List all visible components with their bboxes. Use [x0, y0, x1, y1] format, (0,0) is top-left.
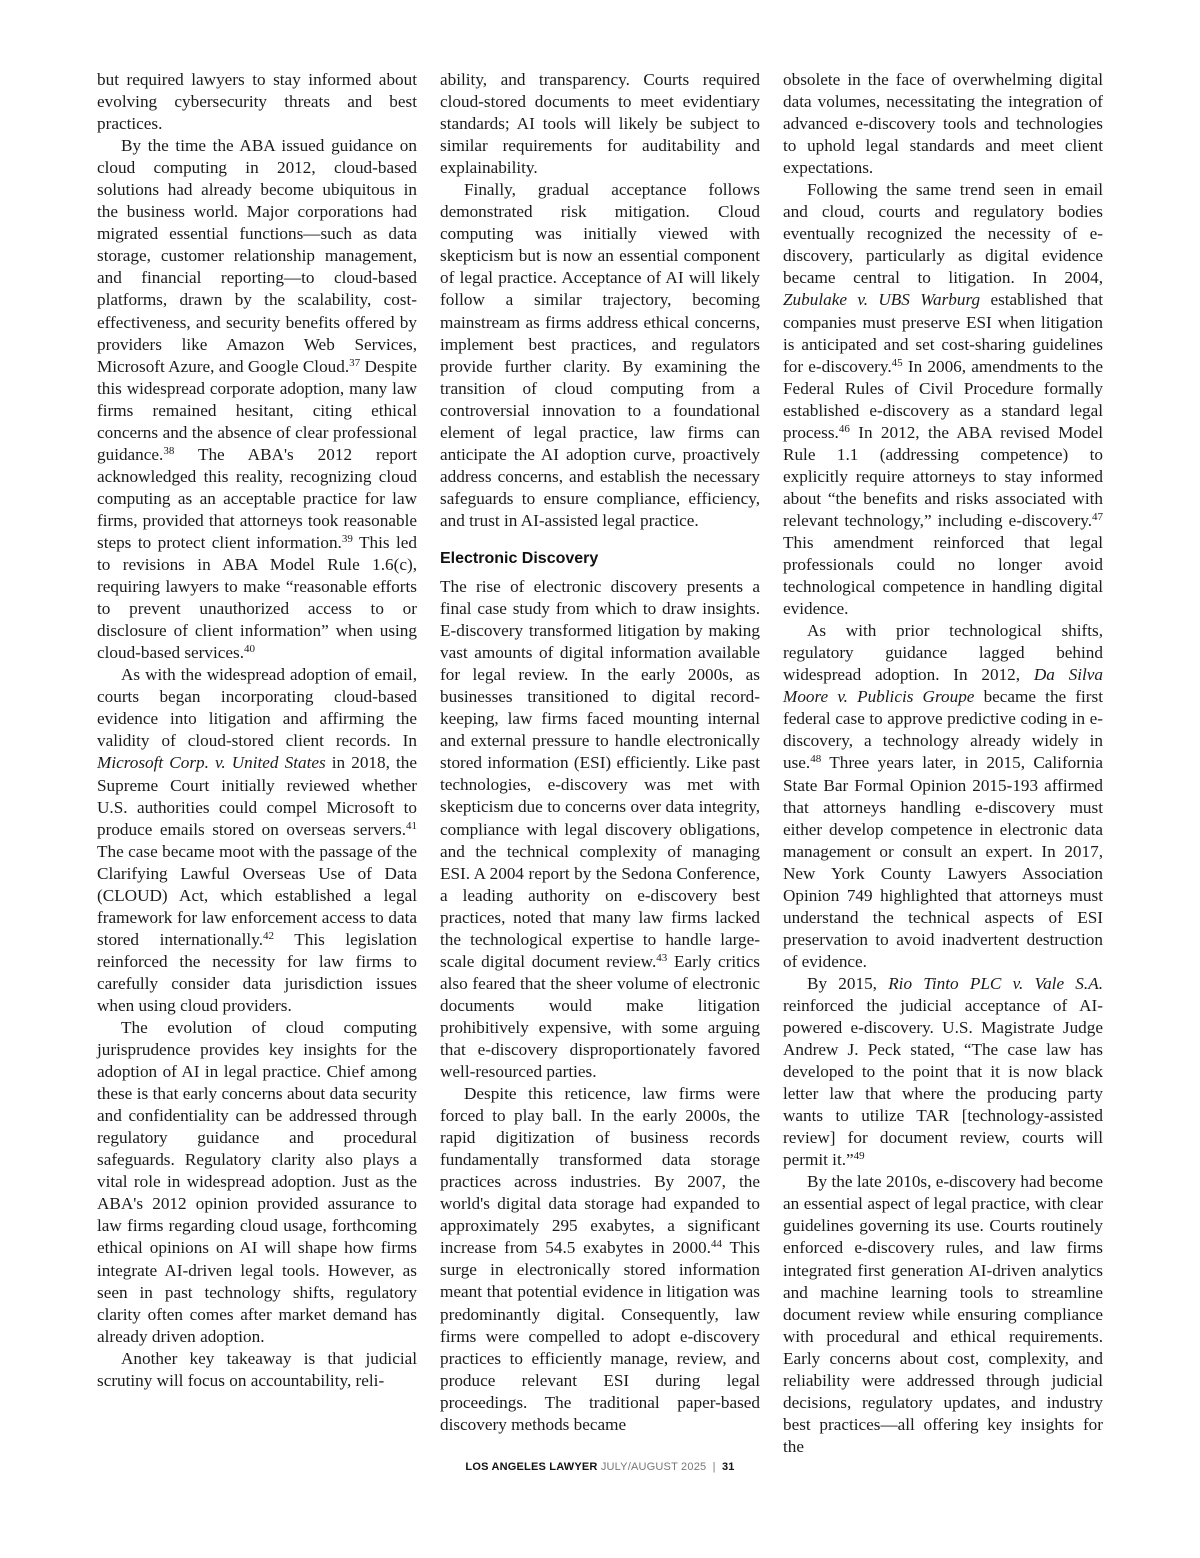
issue-date: JULY/AUGUST 2025 — [600, 1461, 707, 1473]
page-footer — [0, 1461, 1200, 1473]
footnote-ref: 38 — [163, 444, 175, 457]
footnote-ref: 42 — [263, 929, 274, 942]
paragraph: but required lawyers to stay informed about evolving cybersecurity threats and best practices. — [97, 70, 417, 134]
footnote-ref: 44 — [710, 1238, 722, 1251]
paragraph: ability, and transparency. Courts required cloud-stored documents to meet evidentiary standards; AI tools will likely be subject to similar requirements for auditability and explainability. — [440, 70, 760, 178]
paragraph: By 2015, Rio Tinto PLC v. Vale S.A. reinforced the judicial acceptance of AI-powered e-discovery. U.S. Magistrate Judge Andrew J. Peck stated, “The case law has developed to the point that it is now black letter law that where the producing party wants to utilize TAR [technology-assisted review] for document review, courts will permit it.”$^{49}$ — [783, 973, 1103, 1170]
paragraph: obsolete in the face of overwhelming digital data volumes, necessitating the integration of advanced e-discovery tools and technologies to uphold legal standards and meet client expectations. — [783, 70, 1103, 178]
footnote-ref: 37 — [349, 356, 361, 369]
footnote-ref: 45 — [891, 356, 903, 369]
section-heading: Electronic Discovery — [440, 549, 599, 567]
paragraph: The evolution of cloud computing jurisprudence provides key insights for the adoption of AI in legal practice. Chief among these is that early concerns about data security and confidentiality can be addressed through regulatory guidance and procedural safeguards. Regulatory clarity also plays a vital role in widespread adoption. Just as the ABA's 2012 opinion provided assurance to law firms regarding cloud usage, forthcoming ethical opinions on AI will shape how firms integrate AI-driven legal tools. However, as seen in past technology shifts, regulatory clarity often comes after market demand has already driven adoption. — [97, 1018, 417, 1346]
paragraph: Finally, gradual acceptance follows demonstrated risk mitigation. Cloud computing was initially viewed with skepticism but is now an essential component of legal practice. Acceptance of AI will likely follow a similar trajectory, becoming mainstream as firms address ethical concerns, implement best practices, and regulators provide further clarity. By examining the transition of cloud computing from a controversial innovation to a foundational element of legal practice, law firms can anticipate the AI adoption curve, proactively address concerns, and establish the necessary safeguards to ensure compliance, efficiency, and trust in AI-assisted legal practice. — [440, 180, 760, 530]
paragraph: Following the same trend seen in email and cloud, courts and regulatory bodies eventually recognized the necessity of e-discovery, particularly as digital evidence became central to litigation. In 2004, Zubulake v. UBS Warburg established that companies must preserve ESI when litigation is anticipated and set cost-sharing guidelines for e-discovery.$^{45}$ In 2006, amendments to the Federal Rules of Civil Procedure formally established e-discovery as a standard legal process.$^{46}$ In 2012, the ABA revised Model Rule 1.1 (addressing competence) to explicitly require attorneys to stay informed about “the benefits and risks associated with relevant technology,” including e-discovery.$^{47}$ This amendment reinforced that legal professionals could no longer avoid technological competence in handling digital evidence. — [783, 180, 1103, 619]
footnote-ref: 48 — [810, 753, 822, 766]
paragraph: As with the widespread adoption of email, courts began incorporating cloud-based evidence into litigation and affirming the validity of cloud-stored client records. In Microsoft Corp. v. United States in 2018, the Supreme Court initially reviewed whether U.S. authorities could compel Microsoft to produce emails stored on overseas servers.$^{41}$ The case became moot with the passage of the Clarifying Lawful Overseas Use of Data (CLOUD) Act, which established a legal framework for law enforcement access to data stored internationally.$^{42}$ This legislation reinforced the necessity for law firms to carefully consider data jurisdiction issues when using cloud providers. — [97, 665, 417, 1015]
footnote-ref: 41 — [406, 819, 417, 832]
case-name: Microsoft Corp. v. United States — [97, 753, 326, 773]
footnote-ref: 46 — [838, 422, 850, 435]
footnote-ref: 43 — [656, 951, 668, 964]
paragraph: By the late 2010s, e-discovery had become an essential aspect of legal practice, with clear guidelines governing its use. Courts routinely enforced e-discovery rules, and law firms integrated first generation AI-driven analytics and machine learning tools to streamline document review while ensuring compliance with procedural and ethical requirements. Early concerns about cost, complexity, and reliability were addressed through judicial decisions, regulatory updates, and industry best practices—all offering key insights for the — [783, 1172, 1103, 1456]
footnote-ref: 49 — [853, 1150, 865, 1163]
footnote-ref: 40 — [244, 643, 255, 656]
paragraph: The rise of electronic discovery presents a final case study from which to draw insights. E-discovery transformed litigation by making vast amounts of digital information available for legal review. In the early 2000s, as businesses transitioned to digital record-keeping, law firms faced mounting internal and external pressure to handle electronically stored information (ESI) efficiently. Like past technologies, e-discovery was met with skepticism due to concerns over data integrity, compliance with legal discovery obligations, and the technical complexity of managing ESI. A 2004 report by the Sedona Conference, a leading authority on e-discovery best practices, noted that many law firms lacked the technological expertise to handle large-scale digital document review.$^{43}$ Early critics also feared that the sheer volume of electronic documents would make litigation prohibitively expensive, with some arguing that e-discovery disproportionately favored well-resourced parties. — [440, 576, 760, 1082]
publication-name: LOS ANGELES LAWYER — [465, 1461, 598, 1473]
paragraph: Another key takeaway is that judicial scrutiny will focus on accountability, reli- — [97, 1348, 417, 1390]
footer-separator: | — [712, 1461, 716, 1473]
footnote-ref: 47 — [1092, 510, 1103, 523]
case-name: Da Silva Moore v. Publicis Groupe — [783, 665, 1104, 707]
text-column-1 — [97, 69, 417, 1392]
text-column-3 — [783, 69, 1103, 1458]
paragraph: As with prior technological shifts, regulatory guidance lagged behind widespread adoption. In 2012, Da Silva Moore v. Publicis Groupe became the first federal case to approve predictive coding in e-discovery, a technology already widely in use.$^{48}$ Three years later, in 2015, California State Bar Formal Opinion 2015-193 affirmed that attorneys handling e-discovery must either develop competence in electronic data management or consult an expert. In 2017, New York County Lawyers Association Opinion 749 highlighted that attorneys must understand the technical aspects of ESI preservation to avoid inadvertent destruction of evidence. — [783, 621, 1104, 971]
case-name: Zubulake v. UBS Warburg — [783, 290, 981, 310]
paragraph: By the time the ABA issued guidance on cloud computing in 2012, cloud-based solutions had already become ubiquitous in the business world. Major corporations had migrated essential functions—such as data storage, customer relationship management, and financial reporting—to cloud-based platforms, drawn by the scalability, cost-effectiveness, and security benefits offered by providers like Amazon Web Services, Microsoft Azure, and Google Cloud.$^{37}$ Despite this widespread corporate adoption, many law firms remained hesitant, citing ethical concerns and the absence of clear professional guidance.$^{38}$ The ABA's 2012 report acknowledged this reality, recognizing cloud computing as an acceptable practice for law firms, provided that attorneys took reasonable steps to protect client information.$^{39}$ This led to revisions in ABA Model Rule 1.6(c), requiring lawyers to make “reasonable efforts to prevent unauthorized access to or disclosure of client information” when using cloud-based services.$^{40}$ — [97, 136, 417, 663]
page-number: 31 — [721, 1461, 735, 1473]
paragraph: Despite this reticence, law firms were forced to play ball. In the early 2000s, the rapid digitization of business records fundamentally transformed data storage practices across industries. By 2007, the world's digital data storage had expanded to approximately 295 exabytes, a significant increase from 54.5 exabytes in 2000.44 This surge in electronically stored information meant that potential evidence in litigation was predominantly digital. Consequently, law firms were compelled to adopt e-discovery practices to efficiently manage, review, and produce relevant ESI during legal proceedings. The traditional paper-based discovery methods became — [440, 1084, 760, 1434]
footnote-ref: 39 — [341, 532, 353, 545]
text-column-2 — [440, 69, 760, 1436]
case-name: Rio Tinto PLC v. Vale S.A. — [888, 973, 1103, 993]
